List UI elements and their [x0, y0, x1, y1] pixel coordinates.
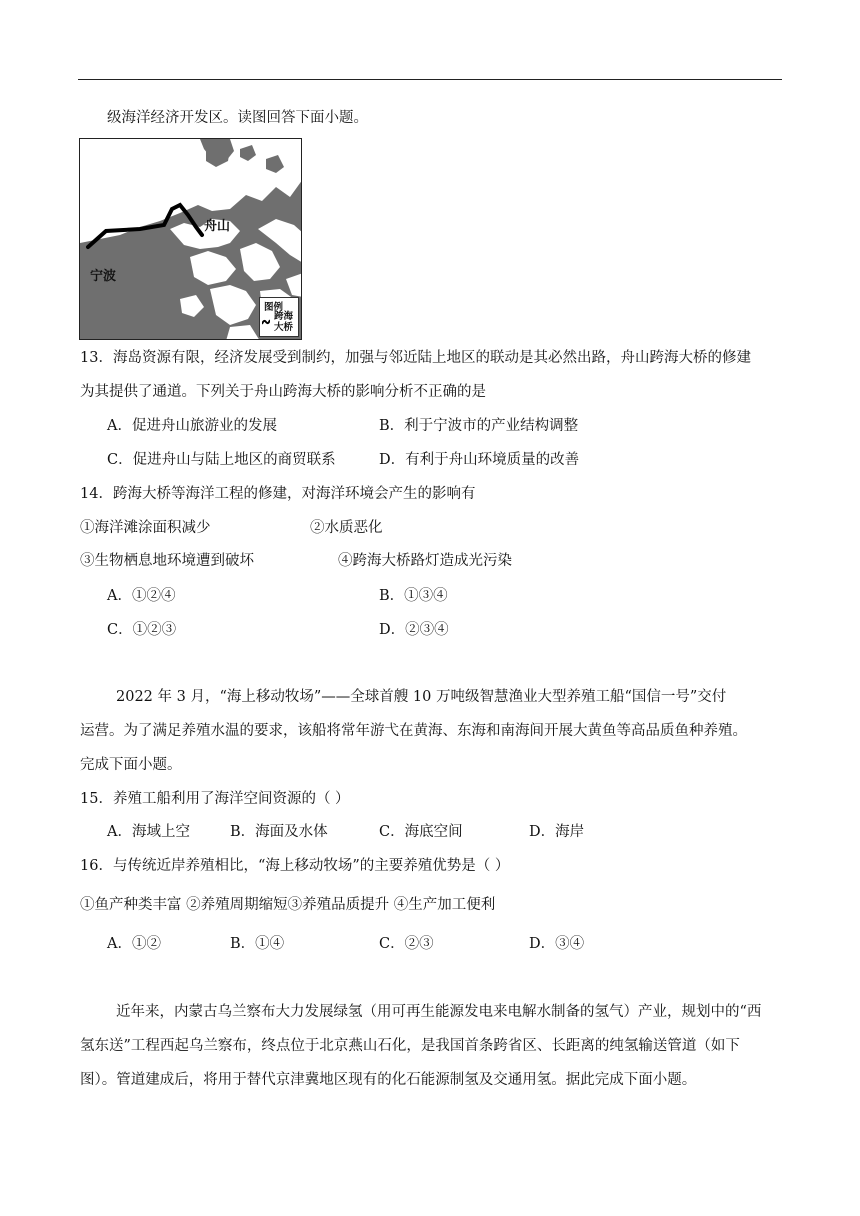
q15-option-c: C．海底空间 [379, 824, 463, 840]
map-legend [259, 297, 299, 337]
passage3-line1: 近年来，内蒙古乌兰察布大力发展绿氢（用可再生能源发电来电解水制备的氢气）产业，规划中的“西 [116, 1004, 762, 1020]
passage2-line1: 2022 年 3 月，“海上移动牧场”——全球首艘 10 万吨级智慧渔业大型养殖工船“国信一号”交付 [116, 689, 727, 705]
q16-items: ①鱼产种类丰富 ②养殖周期缩短③养殖品质提升 ④生产加工便利 [80, 897, 496, 913]
q14-option-a: A．①②④ [107, 588, 176, 604]
label-zhoushan: 舟山 [204, 219, 231, 234]
header-rule [78, 79, 782, 80]
q14-option-d: D．②③④ [379, 622, 449, 638]
q15-option-a: A．海域上空 [107, 824, 190, 840]
q16-option-b: B．①④ [230, 936, 285, 952]
q13-option-d: D．有利于舟山环境质量的改善 [379, 452, 580, 468]
q14-stem: 14．跨海大桥等海洋工程的修建，对海洋环境会产生的影响有 [80, 486, 476, 502]
q14-item-4: ④跨海大桥路灯造成光污染 [338, 553, 512, 569]
q14-option-c: C．①②③ [107, 622, 177, 638]
label-ningbo: 宁波 [90, 269, 117, 284]
legend-title: 图例 [264, 302, 284, 313]
passage3-line3: 图）。管道建成后，将用于替代京津冀地区现有的化石能源制氢及交通用氢。据此完成下面小题。 [80, 1072, 697, 1088]
q16-option-a: A．①② [107, 936, 161, 952]
intro-tail: 级海洋经济开发区。读图回答下面小题。 [107, 110, 368, 126]
q14-item-3: ③生物栖息地环境遭到破坏 [80, 553, 254, 569]
q14-option-b: B．①③④ [379, 588, 448, 604]
passage3-line2: 氢东送”工程西起乌兰察布，终点位于北京燕山石化，是我国首条跨省区、长距离的纯氢输送管道（如下 [80, 1038, 740, 1054]
q13-stem-line1: 13．海岛资源有限，经济发展受到制约，加强与邻近陆上地区的联动是其必然出路，舟山跨海大桥的修建 [80, 350, 751, 366]
q13-option-b: B．利于宁波市的产业结构调整 [379, 418, 579, 434]
q15-option-d: D．海岸 [529, 824, 585, 840]
q14-item-2: ②水质恶化 [310, 520, 383, 536]
q14-item-1: ①海洋滩涂面积减少 [80, 520, 211, 536]
legend-bridge-label: 跨海 大桥 [274, 311, 294, 333]
q15-option-b: B．海面及水体 [230, 824, 328, 840]
q15-stem: 15．养殖工船利用了海洋空间资源的（ ） [80, 791, 350, 807]
q13-option-a: A．促进舟山旅游业的发展 [107, 418, 277, 434]
q13-option-c: C．促进舟山与陆上地区的商贸联系 [107, 452, 336, 468]
legend-bridge-symbol [262, 318, 270, 326]
passage2-line3: 完成下面小题。 [80, 757, 182, 773]
zhoushan-bridge-map [79, 138, 302, 340]
q16-option-d: D．③④ [529, 936, 585, 952]
q16-option-c: C．②③ [379, 936, 434, 952]
q16-stem: 16．与传统近岸养殖相比，“海上移动牧场”的主要养殖优势是（ ） [80, 858, 510, 874]
q13-stem-line2: 为其提供了通道。下列关于舟山跨海大桥的影响分析不正确的是 [80, 384, 486, 400]
passage2-line2: 运营。为了满足养殖水温的要求，该船将常年游弋在黄海、东海和南海间开展大黄鱼等高品质鱼种养殖。 [80, 723, 747, 739]
